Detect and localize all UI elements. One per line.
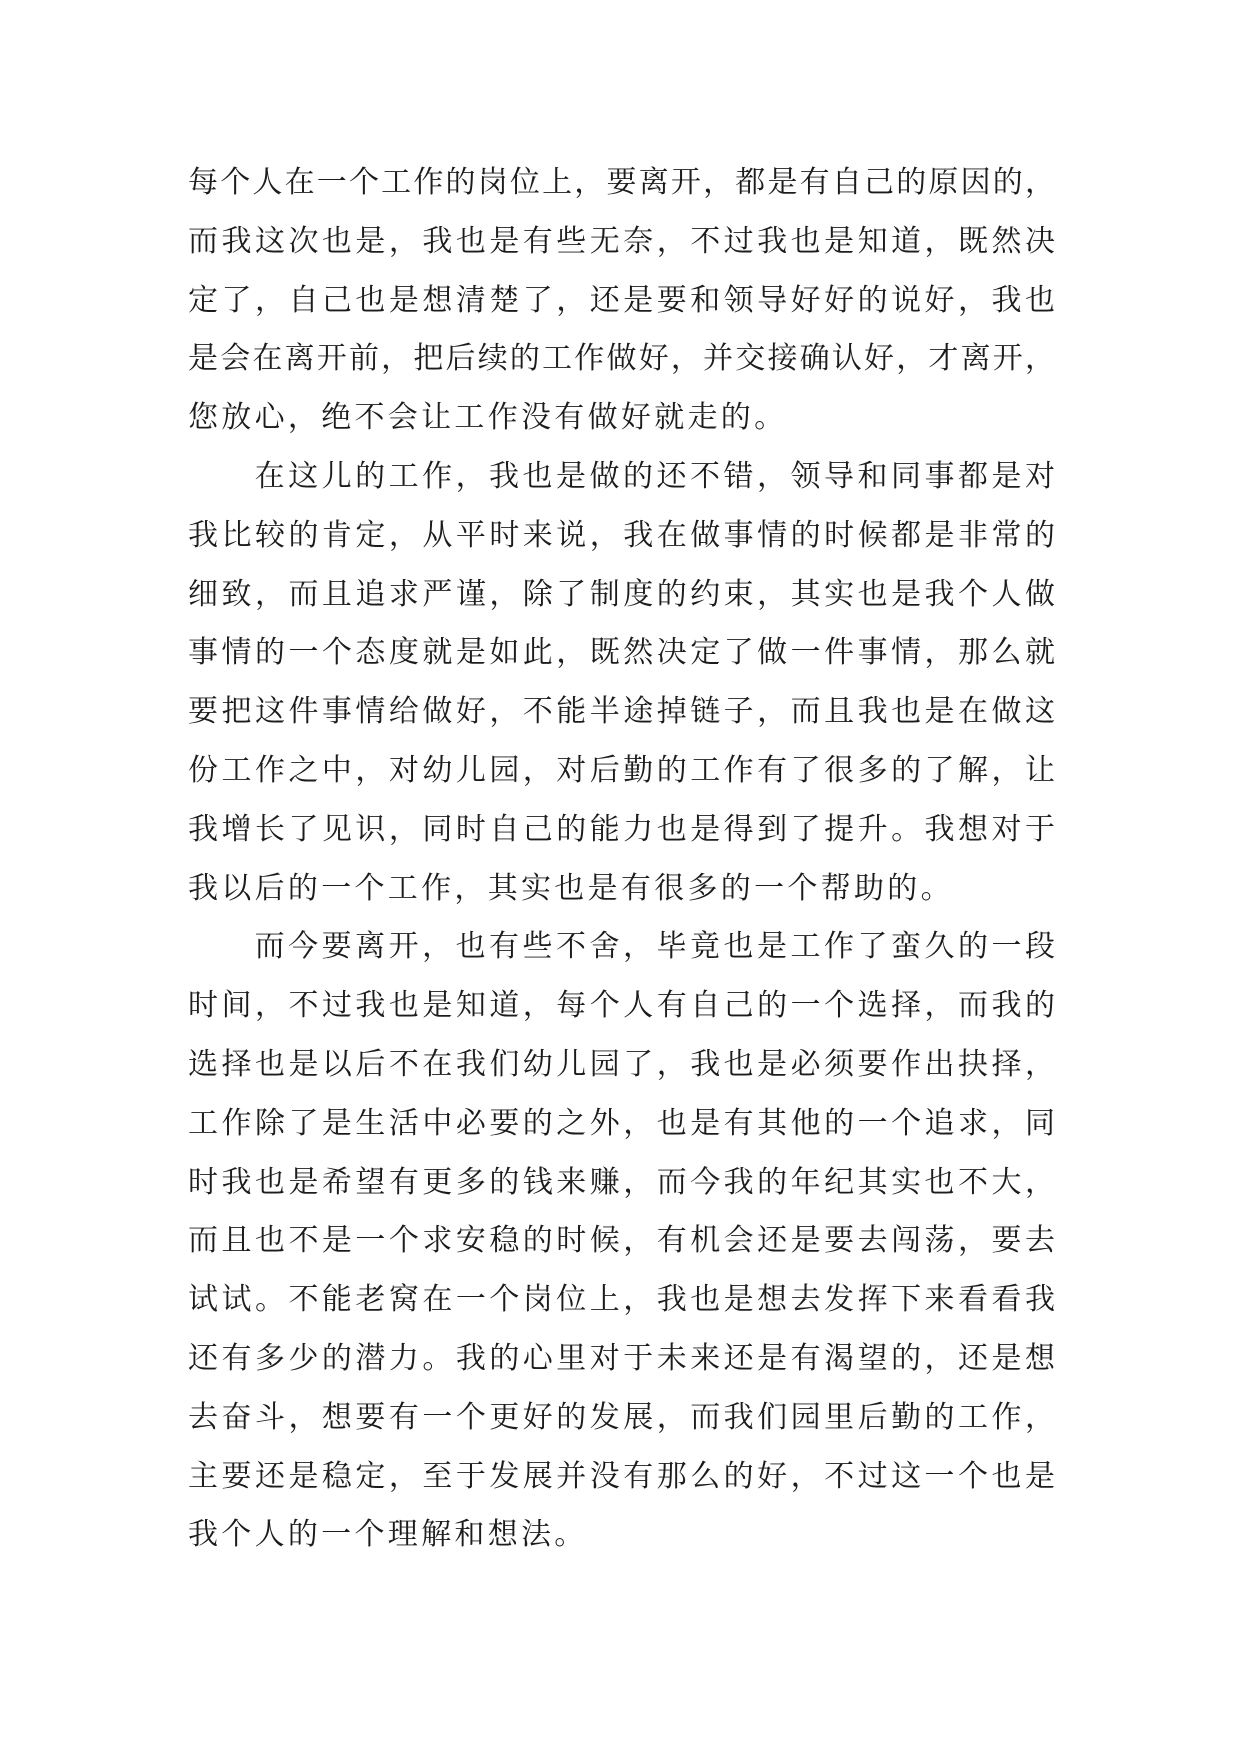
text-line: 而且也不是一个求安稳的时候，有机会还是要去闯荡，要去	[188, 1223, 1055, 1259]
text-line: 份工作之中，对幼儿园，对后勤的工作有了很多的了解，让	[188, 752, 1055, 788]
text-line: 事情的一个态度就是如此，既然决定了做一件事情，那么就	[188, 635, 1055, 671]
text-line: 选择也是以后不在我们幼儿园了，我也是必须要作出抉择，	[188, 1046, 1055, 1082]
text-line: 每个人在一个工作的岗位上，要离开，都是有自己的原因的，	[188, 165, 1055, 200]
text-line: 是会在离开前，把后续的工作做好，并交接确认好，才离开，	[188, 341, 1055, 377]
text-line: 要把这件事情给做好，不能半途掉链子，而且我也是在做这	[188, 694, 1055, 730]
text-line: 细致，而且追求严谨，除了制度的约束，其实也是我个人做	[188, 576, 1055, 612]
text-line: 而今要离开，也有些不舍，毕竟也是工作了蛮久的一段	[254, 929, 1055, 965]
text-line: 而我这次也是，我也是有些无奈，不过我也是知道，既然决	[188, 223, 1055, 259]
text-line: 我比较的肯定，从平时来说，我在做事情的时候都是非常的	[188, 517, 1055, 553]
paragraph-1	[188, 154, 1055, 448]
text-line: 我个人的一个理解和想法。	[188, 1517, 588, 1553]
text-line: 在这儿的工作，我也是做的还不错，领导和同事都是对	[254, 458, 1055, 494]
text-line: 主要还是稳定，至于发展并没有那么的好，不过这一个也是	[188, 1458, 1055, 1494]
body-text	[188, 154, 1055, 1565]
text-line: 定了，自己也是想清楚了，还是要和领导好好的说好，我也	[188, 282, 1055, 318]
text-line: 我增长了见识，同时自己的能力也是得到了提升。我想对于	[188, 811, 1055, 847]
text-line: 试试。不能老窝在一个岗位上，我也是想去发挥下来看看我	[188, 1282, 1055, 1318]
text-line: 我以后的一个工作，其实也是有很多的一个帮助的。	[188, 870, 954, 906]
text-line: 工作除了是生活中必要的之外，也是有其他的一个追求，同	[188, 1105, 1055, 1141]
text-line: 时我也是希望有更多的钱来赚，而今我的年纪其实也不大，	[188, 1164, 1055, 1200]
paragraph-3	[188, 918, 1055, 1565]
text-line: 去奋斗，想要有一个更好的发展，而我们园里后勤的工作，	[188, 1399, 1055, 1435]
text-line: 您放心，绝不会让工作没有做好就走的。	[188, 400, 788, 436]
paragraph-2	[188, 448, 1055, 918]
text-line: 时间，不过我也是知道，每个人有自己的一个选择，而我的	[188, 988, 1055, 1024]
text-line: 还有多少的潜力。我的心里对于未来还是有渴望的，还是想	[188, 1340, 1055, 1376]
